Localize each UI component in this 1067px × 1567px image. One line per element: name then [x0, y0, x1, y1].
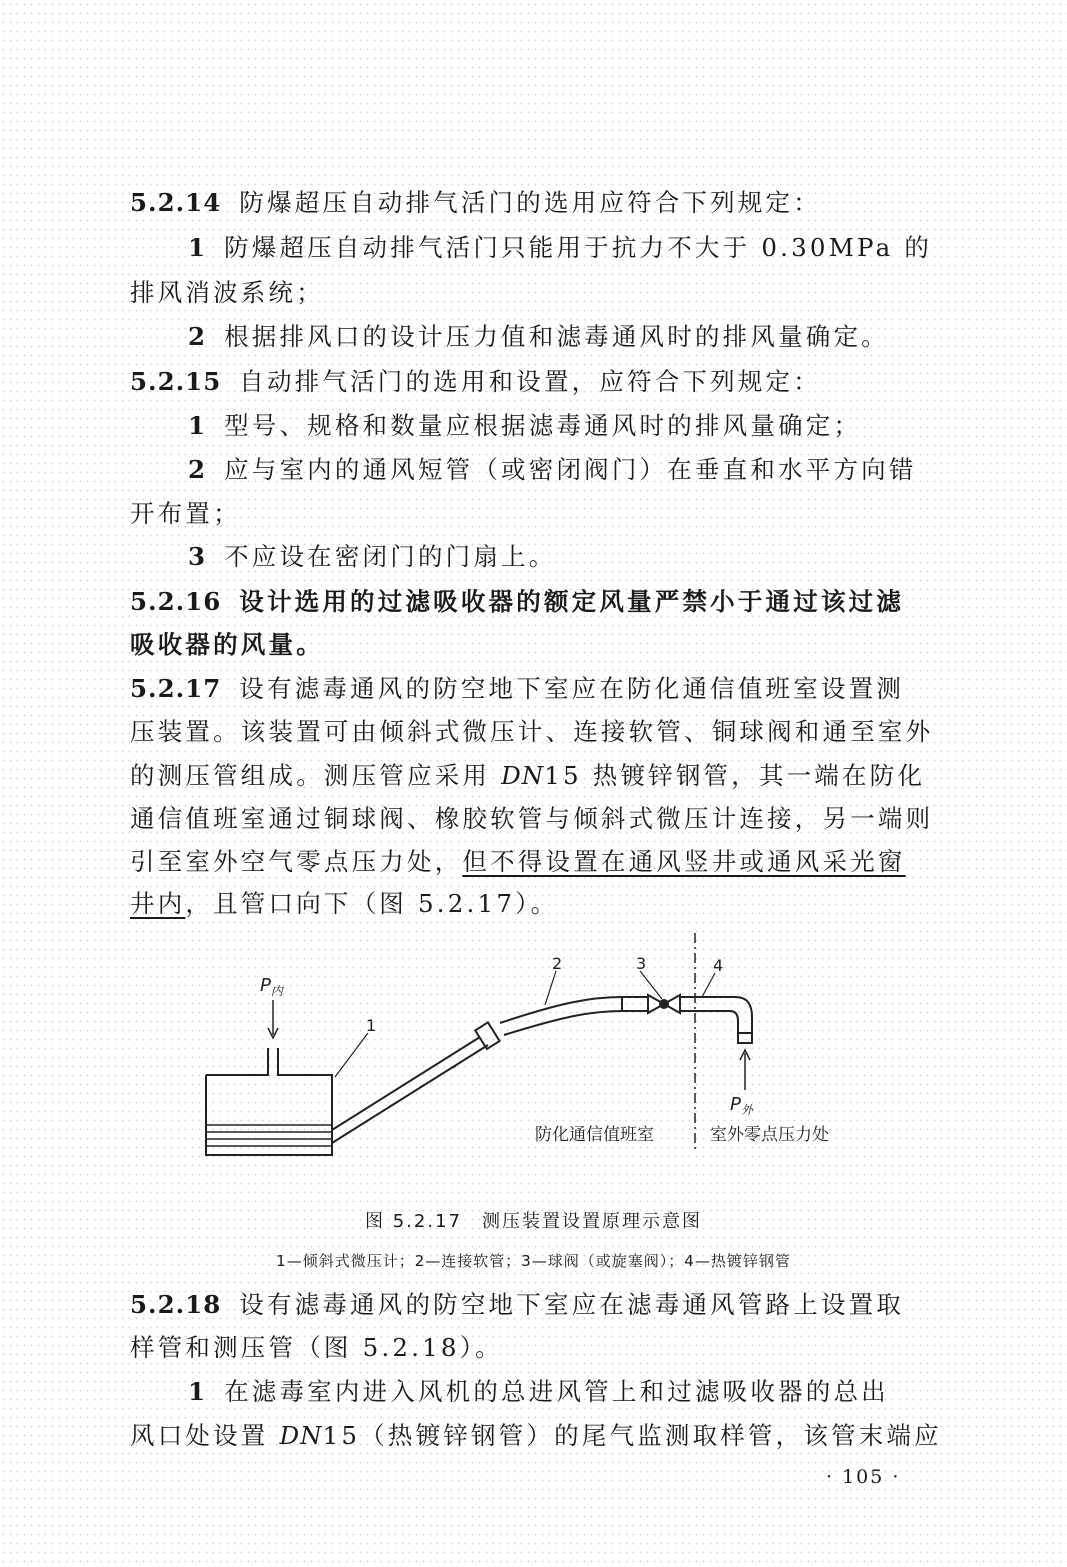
line-text: 引至室外空气零点压力处，	[130, 847, 463, 876]
outside-label: 室外零点压力处	[710, 1125, 829, 1145]
line-text: 风口处设置	[130, 1421, 280, 1450]
callout-3: 3	[636, 954, 647, 973]
line-text: 的测压管组成。测压管应采用	[130, 761, 502, 790]
line-text: 15 热镀锌钢管，其一端在防化	[544, 761, 926, 790]
clause-5-2-15	[130, 367, 821, 397]
item-text: 根据排风口的设计压力值和滤毒通风时的排风量确定。	[224, 322, 889, 351]
clause-number: 5.2.18	[130, 1290, 222, 1319]
continuation-line	[130, 630, 324, 660]
list-item	[188, 1377, 889, 1407]
underlined-text: 井内	[130, 889, 186, 918]
item-text: 防爆超压自动排气活门只能用于抗力不大于 0.30MPa 的	[224, 233, 933, 262]
list-item	[188, 233, 932, 263]
continuation-line	[130, 761, 925, 791]
line-text: 15（热镀锌钢管）的尾气监测取样管，该管末端应	[322, 1421, 942, 1450]
continuation-line	[130, 1333, 503, 1363]
pressure-device-diagram	[190, 925, 880, 1165]
continuation-line	[130, 1421, 942, 1451]
item-number: 1	[188, 411, 207, 440]
figure-caption: 图 5.2.17 测压装置设置原理示意图	[365, 1211, 702, 1232]
item-text: 型号、规格和数量应根据滤毒通风时的排风量确定；	[224, 411, 862, 440]
clause-number: 5.2.15	[130, 367, 222, 396]
clause-5-2-17	[130, 674, 904, 704]
line-text: 通信值班室通过铜球阀、橡胶软管与倾斜式微压计连接，另一端则	[130, 804, 934, 833]
item-text: 在滤毒室内进入风机的总进风管上和过滤吸收器的总出	[224, 1377, 889, 1406]
line-text: 吸收器的风量。	[130, 630, 324, 659]
continuation-line	[130, 717, 933, 747]
p-in-label: $P_内$	[260, 975, 283, 998]
list-item	[188, 455, 917, 485]
clause-number: 5.2.14	[130, 188, 222, 217]
callout-2: 2	[552, 954, 563, 973]
clause-5-2-18	[130, 1290, 904, 1320]
line-text: 开布置；	[130, 499, 241, 528]
figure-legend: 1—倾斜式微压计；2—连接软管；3—球阀（或旋塞阀）；4—热镀锌钢管	[276, 1252, 791, 1270]
clause-text: 设有滤毒通风的防空地下室应在滤毒通风管路上设置取	[239, 1290, 905, 1319]
clause-text: 自动排气活门的选用和设置，应符合下列规定：	[239, 367, 821, 396]
item-number: 2	[188, 455, 207, 484]
callout-4: 4	[713, 956, 724, 975]
continuation-line	[130, 499, 241, 529]
continuation-line	[130, 847, 906, 877]
item-number: 1	[188, 1377, 207, 1406]
list-item	[188, 322, 889, 352]
item-number: 3	[188, 542, 207, 571]
underlined-text: 但不得设置在通风竖井或通风采光窗	[462, 847, 906, 876]
clause-text: 防爆超压自动排气活门的选用应符合下列规定：	[239, 188, 821, 217]
item-text: 不应设在密闭门的门扇上。	[224, 542, 557, 571]
clause-5-2-16	[130, 587, 904, 617]
clause-number: 5.2.17	[130, 674, 222, 703]
callout-1: 1	[366, 1016, 377, 1035]
page-number: · 105 ·	[826, 1466, 901, 1488]
clause-text: 设计选用的过滤吸收器的额定风量严禁小于通过该过滤	[239, 587, 905, 616]
item-text: 应与室内的通风短管（或密闭阀门）在垂直和水平方向错	[224, 455, 917, 484]
line-text: ，且管口向下（图 5.2.17）。	[185, 889, 559, 918]
clause-text: 设有滤毒通风的防空地下室应在防化通信值班室设置测	[239, 674, 905, 703]
line-text: 压装置。该装置可由倾斜式微压计、连接软管、铜球阀和通至室外	[130, 717, 934, 746]
pipe-size-symbol: DN	[279, 1421, 323, 1450]
list-item	[188, 411, 861, 441]
line-text: 样管和测压管（图 5.2.18）。	[130, 1333, 503, 1362]
list-item	[188, 542, 556, 572]
line-text: 排风消波系统；	[130, 278, 324, 307]
p-out-label: $P_外$	[730, 1094, 753, 1117]
continuation-line	[130, 804, 933, 834]
pipe-size-symbol: DN	[501, 761, 545, 790]
continuation-line	[130, 278, 324, 308]
clause-5-2-14	[130, 188, 821, 218]
item-number: 1	[188, 233, 207, 262]
steel-pipe	[680, 997, 752, 1033]
continuation-line	[130, 889, 558, 919]
item-number: 2	[188, 322, 207, 351]
clause-number: 5.2.16	[130, 587, 222, 616]
room-label: 防化通信值班室	[535, 1125, 654, 1145]
